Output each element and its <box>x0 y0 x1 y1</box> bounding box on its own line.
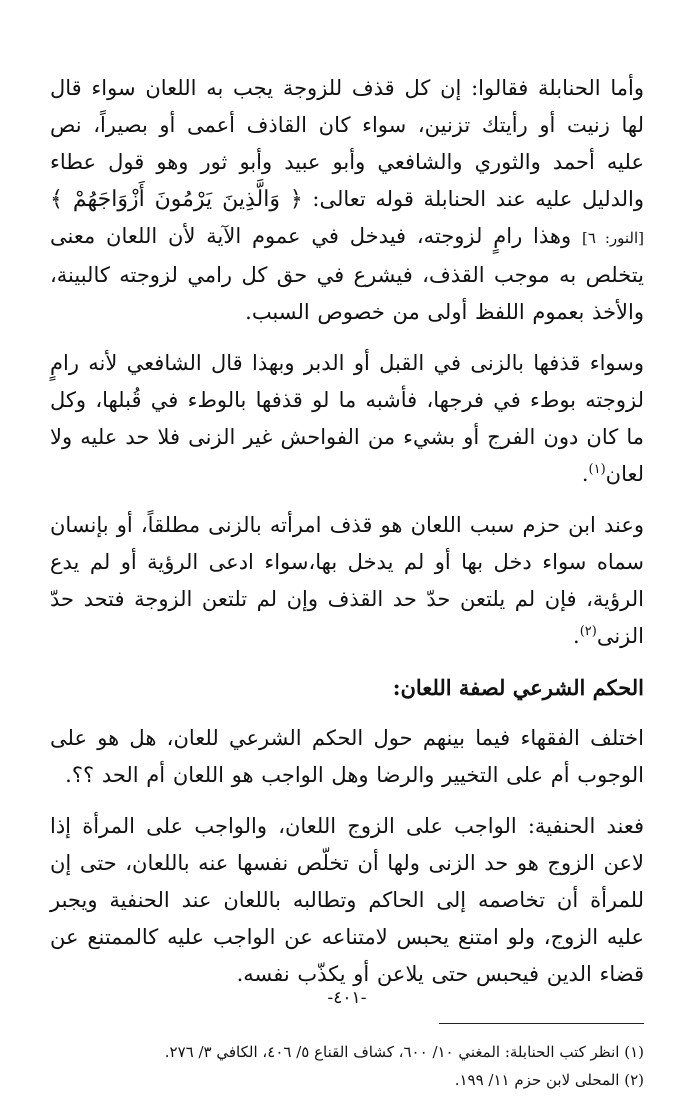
page-number: -٤٠١- <box>327 988 367 1008</box>
paragraph-ikhtilaf: اختلف الفقهاء فيما بينهم حول الحكم الشرعي للعان، هل هو على الوجوب أم على التخيير والرضا وهل الواجب هو اللعان أم الحد ؟؟. <box>50 726 644 787</box>
footnote-1: (١) انظر كتب الحنابلة: المغني ١٠/ ٦٠٠، كشاف القناع ٥/ ٤٠٦، الكافي ٣/ ٢٧٦. <box>164 1043 644 1061</box>
verse-reference: [النور: ٦] <box>581 229 644 247</box>
footnote-marker-2: (٢) <box>579 624 597 639</box>
paragraph-hanabila <box>50 70 644 331</box>
paragraph-end: . <box>573 624 580 648</box>
footnote-2: (٢) المحلى لابن حزم ١١/ ١٩٩. <box>454 1071 644 1089</box>
paragraph-hanafiyya: فعند الحنفية: الواجب على الزوج اللعان، والواجب على المرأة إذا لاعن الزوج هو حد الزنى ولها أن تخلّص نفسها عنه باللعان، حتى إن للمرأة أن تخاصمه إلى الحاكم وتطالبه باللعان عند الحنفية ويجبر عليه الزوج، ولو امتنع يحبس لامتناعه عن الواجب عليه كالممتنع عن قضاء الدين فيحبس حتى يلاعن أو يكذّب نفسه. <box>50 814 644 986</box>
paragraph-qubul-dubur <box>50 345 644 493</box>
paragraph-text: وسواء قذفها بالزنى في القبل أو الدبر وبهذا قال الشافعي لأنه رامٍ لزوجته بوطء في فرجها، فأشبه ما لو قذفها بالوطء في قُبلها، وكل ما كان دون الفرج أو بشيء من الفواحش غير الزنى فلا حد عليه ولا لعان <box>50 351 644 486</box>
paragraph-end: . <box>581 462 589 486</box>
paragraph-ibn-hazm <box>50 507 644 655</box>
quran-verse: ﴿ وَالَّذِينَ يَرْمُونَ أَزْوَاجَهُمْ ﴾ <box>50 187 303 212</box>
footnote-marker-1: (١) <box>588 462 606 477</box>
paragraph-text: وعند ابن حزم سبب اللعان هو قذف امرأته بالزنى مطلقاً، أو بإنسان سماه سواء دخل بها أو لم يدخل بها،سواء ادعى الرؤية أو لم يدع الرؤية، فإن لم يلتعن حدّ حد القذف وإن لم تلتعن الزوجة فتحد حدّ الزنى <box>50 513 644 648</box>
paragraph-text: وهذا رامٍ لزوجته، فيدخل في عموم الآية لأن اللعان معنى يتخلص به موجب القذف، فيشرع في حق كل رامي لزوجته كالبينة، والأخذ بعموم اللفظ أولى من خصوص السبب. <box>50 224 644 324</box>
footnote-divider <box>439 1023 644 1024</box>
section-heading: الحكم الشرعي لصفة اللعان: <box>392 675 644 700</box>
paragraph-text: وأما الحنابلة فقالوا: إن كل قذف للزوجة يجب به اللعان سواء قال لها زنيت أو رأيتك تزنين، سواء كان القاذف أعمى أو بصيراً، نص عليه أحمد والثوري والشافعي وأبو عبيد وأبو ثور وهو قول عطاء والدليل عليه عند الحنابلة قوله تعالى: <box>50 76 644 211</box>
